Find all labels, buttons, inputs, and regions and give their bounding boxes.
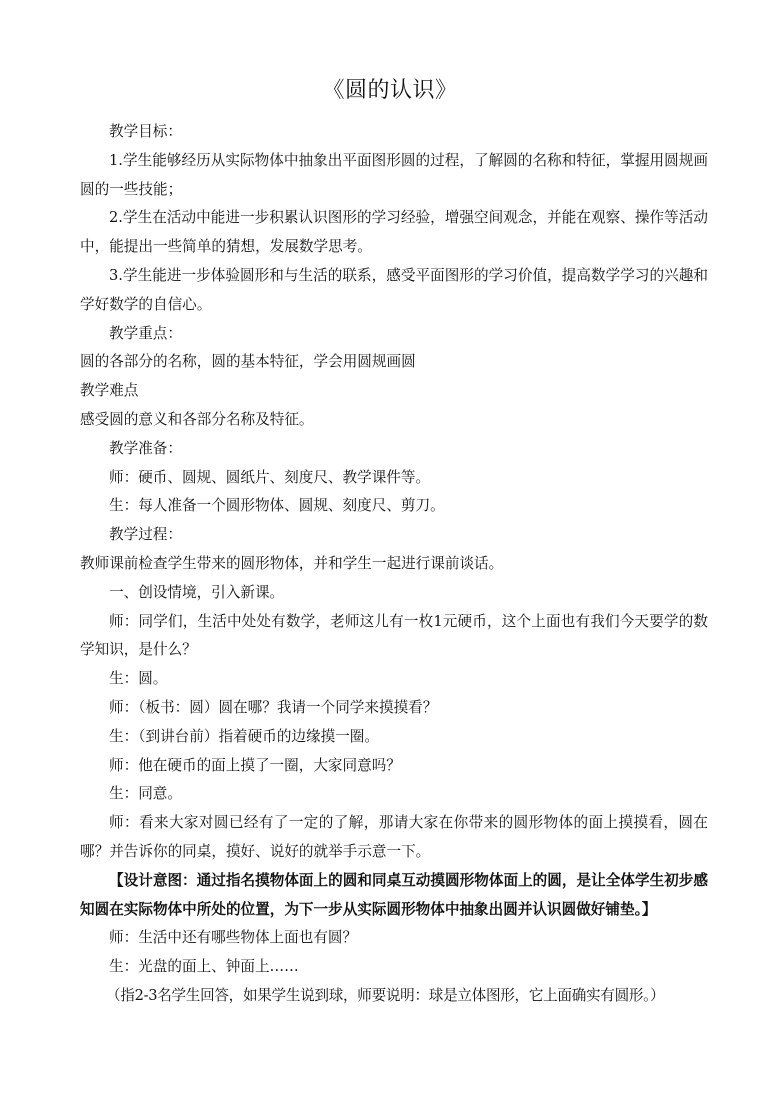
- paragraph-dialogue: 生：光盘的面上、钟面上……: [109, 958, 299, 976]
- paragraph-difficulties-heading: 教学难点: [80, 382, 139, 400]
- paragraph-process-heading: 教学过程：: [109, 526, 182, 544]
- paragraph-objective-1: 1.学生能够经历从实际物体中抽象出平面图形圆的过程，了解圆的名称和特征，掌握用圆规画圆的一些技能；: [80, 151, 708, 198]
- paragraph-dialogue: 生：同意。: [109, 785, 182, 803]
- paragraph-key-points: 圆的各部分的名称，圆的基本特征，学会用圆规画圆: [80, 353, 416, 371]
- paragraph-dialogue: 师：生活中还有哪些物体上面也有圆？: [109, 929, 358, 947]
- paragraph-pre-class: 教师课前检查学生带来的圆形物体，并和学生一起进行课前谈话。: [80, 554, 504, 572]
- paragraph-dialogue: 师：同学们，生活中处处有数学，老师这儿有一枚1元硬币，这个上面也有我们今天要学的数学知识，是什么？: [80, 612, 708, 659]
- paragraph-objective-3: 3.学生能进一步体验圆形和与生活的联系，感受平面图形的学习价值，提高数学学习的兴趣和学好数学的自信心。: [80, 266, 708, 313]
- document-body: [80, 118, 708, 1011]
- paragraph-difficulties: 感受圆的意义和各部分名称及特征。: [80, 410, 314, 428]
- paragraph-objective-2: 2.学生在活动中能进一步积累认识图形的学习经验，增强空间观念，并能在观察、操作等活动中，能提出一些简单的猜想，发展数学思考。: [80, 209, 708, 256]
- paragraph-dialogue: 生：（到讲台前）指着硬币的边缘摸一圈。: [109, 727, 379, 745]
- paragraph-objectives-heading: 教学目标：: [109, 123, 182, 140]
- paragraph-section-1-heading: 一、创设情境，引入新课。: [109, 583, 285, 601]
- paragraph-student-preparation: 生：每人准备一个圆形物体、圆规、刻度尺、剪刀。: [109, 497, 445, 515]
- paragraph-key-points-heading: 教学重点：: [109, 324, 182, 342]
- paragraph-dialogue: 师：他在硬币的面上摸了一圈，大家同意吗？: [109, 756, 401, 774]
- paragraph-dialogue: 师：（板书：圆）圆在哪？我请一个同学来摸摸看？: [109, 698, 438, 716]
- paragraph-dialogue: 师：看来大家对圆已经有了一定的了解，那请大家在你带来的圆形物体的面上摸摸看，圆在哪？并告诉你的同桌，摸好、说好的就举手示意一下。: [80, 814, 708, 860]
- document-title: 《圆的认识》: [322, 78, 458, 103]
- paragraph-dialogue: 生：圆。: [109, 670, 168, 688]
- paragraph-preparation-heading: 教学准备：: [109, 439, 182, 457]
- paragraph-design-intent: 【设计意图：通过指名摸物体面上的圆和同桌互动摸圆形物体面上的圆，是让全体学生初步感知圆在实际物体中所处的位置，为下一步从实际圆形物体中抽象出圆并认识圆做好铺垫。】: [80, 871, 708, 918]
- paragraph-teacher-note: （指2-3名学生回答，如果学生说到球，师要说明：球是立体图形，它上面确实有圆形。）: [106, 986, 665, 1004]
- paragraph-teacher-preparation: 师：硬币、圆规、圆纸片、刻度尺、教学课件等。: [109, 468, 431, 486]
